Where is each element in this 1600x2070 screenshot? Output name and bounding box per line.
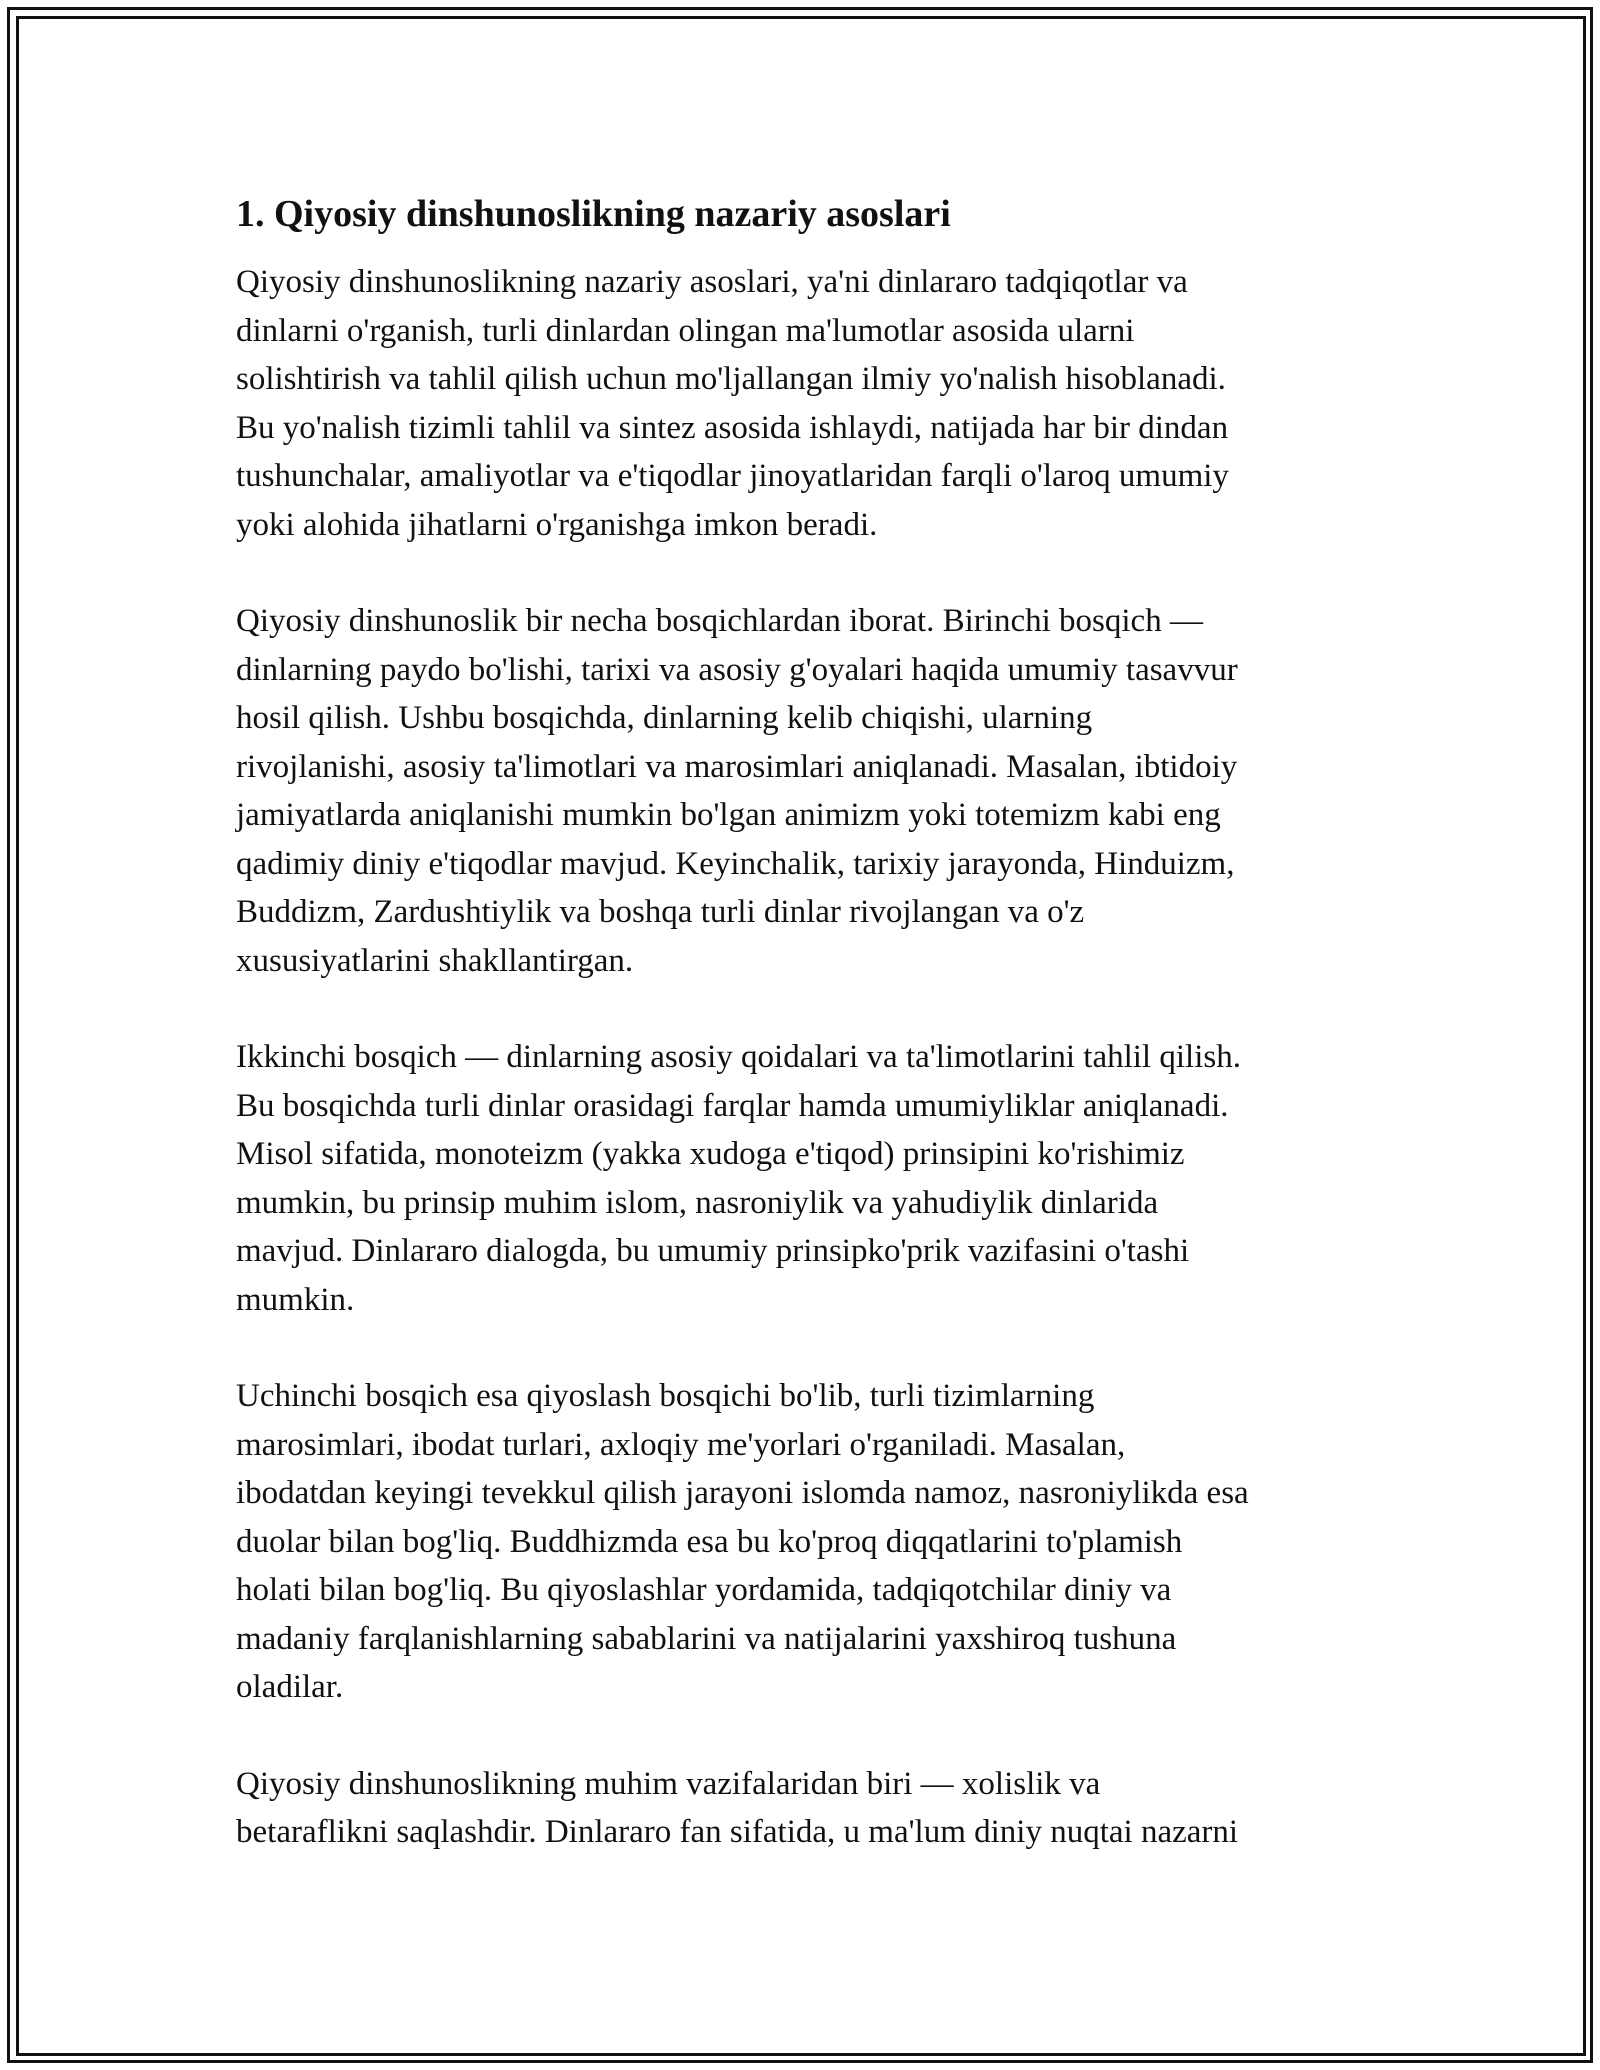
section-heading: 1. Qiyosiy dinshunoslikning nazariy asoslari bbox=[236, 193, 951, 235]
paragraph-5 bbox=[236, 1760, 1366, 1857]
text-line: hosil qilish. Ushbu bosqichda, dinlarning kelib chiqishi, ularning bbox=[236, 700, 1093, 736]
text-line: yoki alohida jihatlarni o'rganishga imkon beradi. bbox=[236, 506, 878, 543]
paragraph-2 bbox=[236, 597, 1366, 985]
document-body bbox=[236, 190, 1366, 1905]
text-line: mumkin, bu prinsip muhim islom, nasroniylik va yahudiylik dinlarida bbox=[236, 1184, 1159, 1221]
text-line: Ikkinchi bosqich — dinlarning asosiy qoidalari va ta'limotlarini tahlil qilish. bbox=[236, 1039, 1241, 1075]
text-line: dinlarning paydo bo'lishi, tarixi va asosiy g'oyalari haqida umumiy tasavvur bbox=[236, 651, 1238, 688]
text-line: duolar bilan bog'liq. Buddhizmda esa bu ko'proq diqqatlarini to'plamish bbox=[236, 1523, 1183, 1560]
text-line: solishtirish va tahlil qilish uchun mo'ljallangan ilmiy yo'nalish hisoblanadi. bbox=[236, 361, 1226, 397]
text-line: Uchinchi bosqich esa qiyoslash bosqichi bo'lib, turli tizimlarning bbox=[236, 1378, 1095, 1414]
text-line: mumkin. bbox=[236, 1281, 355, 1318]
paragraph-4 bbox=[236, 1372, 1366, 1712]
text-line: betaraflikni saqlashdir. Dinlararo fan sifatida, u ma'lum diniy nuqtai nazarni bbox=[236, 1814, 1239, 1850]
text-line: mavjud. Dinlararo dialogda, bu umumiy prinsipko'prik vazifasini o'tashi bbox=[236, 1233, 1190, 1269]
text-line: oladilar. bbox=[236, 1669, 344, 1705]
text-line: Qiyosiy dinshunoslik bir necha bosqichlardan iborat. Birinchi bosqich — bbox=[236, 603, 1203, 639]
paragraph-3 bbox=[236, 1033, 1366, 1324]
text-line: xususiyatlarini shakllantirgan. bbox=[236, 942, 634, 979]
text-line: Misol sifatida, monoteizm (yakka xudoga e'tiqod) prinsipini ko'rishimiz bbox=[236, 1136, 1185, 1172]
text-line: jamiyatlarda aniqlanishi mumkin bo'lgan animizm yoki totemizm kabi eng bbox=[236, 797, 1221, 833]
text-line: dinlarni o'rganish, turli dinlardan olingan ma'lumotlar asosida ularni bbox=[236, 312, 1135, 349]
paragraph-1 bbox=[236, 258, 1366, 549]
text-line: qadimiy diniy e'tiqodlar mavjud. Keyinchalik, tarixiy jarayonda, Hinduizm, bbox=[236, 845, 1235, 882]
text-line: madaniy farqlanishlarning sabablarini va natijalarini yaxshiroq tushuna bbox=[236, 1620, 1177, 1657]
text-line: Qiyosiy dinshunoslikning nazariy asoslari, ya'ni dinlararo tadqiqotlar va bbox=[236, 264, 1188, 300]
text-line: Qiyosiy dinshunoslikning muhim vazifalaridan biri — xolislik va bbox=[236, 1765, 1101, 1802]
text-line: holati bilan bog'liq. Bu qiyoslashlar yordamida, tadqiqotchilar diniy va bbox=[236, 1572, 1172, 1608]
text-line: Bu yo'nalish tizimli tahlil va sintez asosida ishlaydi, natijada har bir dindan bbox=[236, 409, 1229, 446]
text-line: Buddizm, Zardushtiylik va boshqa turli dinlar rivojlangan va o'z bbox=[236, 894, 1085, 930]
text-line: ibodatdan keyingi tevekkul qilish jarayoni islomda namoz, nasroniylikda esa bbox=[236, 1475, 1249, 1511]
text-line: marosimlari, ibodat turlari, axloqiy me'yorlari o'rganiladi. Masalan, bbox=[236, 1426, 1126, 1463]
text-line: rivojlanishi, asosiy ta'limotlari va marosimlari aniqlanadi. Masalan, ibtidoiy bbox=[236, 748, 1238, 785]
text-line: tushunchalar, amaliyotlar va e'tiqodlar jinoyatlaridan farqli o'laroq umumiy bbox=[236, 458, 1229, 494]
text-line: Bu bosqichda turli dinlar orasidagi farqlar hamda umumiyliklar aniqlanadi. bbox=[236, 1087, 1229, 1124]
